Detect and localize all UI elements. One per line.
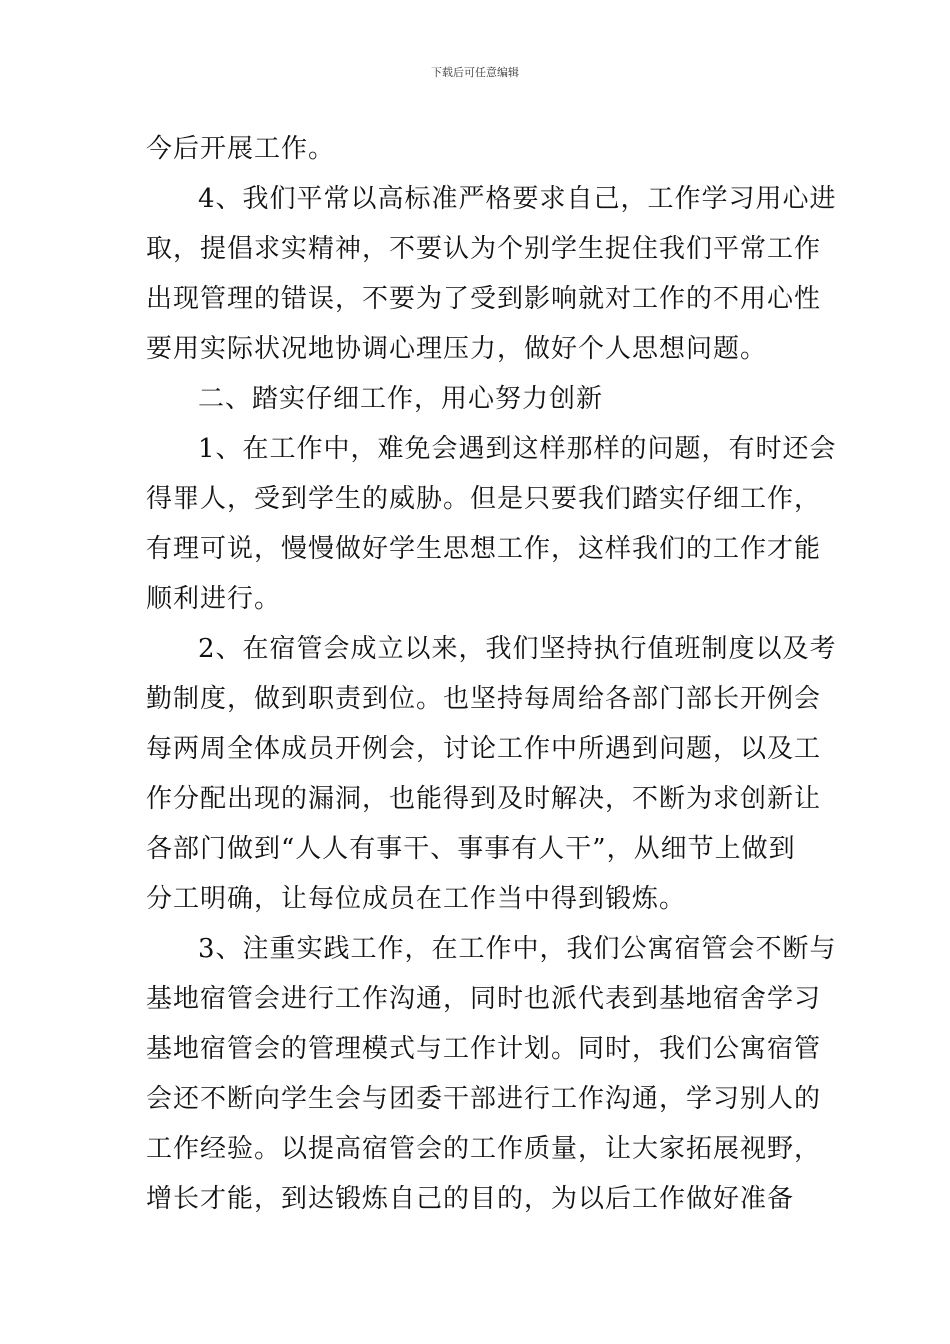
- paragraph-line: 每两周全体成员开例会，讨论工作中所遇到问题，以及工: [146, 734, 822, 764]
- paragraph-line: 会还不断向学生会与团委干部进行工作沟通，学习别人的: [146, 1084, 822, 1114]
- paragraph-line: 各部门做到“人人有事干、事事有人干”，从细节上做到: [146, 834, 796, 864]
- paragraph-line: 1、在工作中，难免会遇到这样那样的问题，有时还会: [198, 434, 837, 464]
- paragraph-line: 有理可说，慢慢做好学生思想工作，这样我们的工作才能: [146, 534, 822, 564]
- paragraph-line: 作分配出现的漏洞，也能得到及时解决，不断为求创新让: [146, 784, 822, 814]
- document-body: [146, 124, 837, 1224]
- paragraph-line: 得罪人，受到学生的威胁。但是只要我们踏实仔细工作，: [146, 484, 822, 514]
- paragraph-line: 顺利进行。: [146, 584, 282, 614]
- paragraph-line: 基地宿管会的管理模式与工作计划。同时，我们公寓宿管: [146, 1034, 822, 1064]
- page-header: 下载后可任意编辑: [431, 66, 519, 79]
- paragraph-line: 基地宿管会进行工作沟通，同时也派代表到基地宿舍学习: [146, 984, 822, 1014]
- paragraph-line: 分工明确，让每位成员在工作当中得到锻炼。: [146, 884, 687, 914]
- paragraph-line: 增长才能，到达锻炼自己的目的，为以后工作做好准备: [146, 1184, 795, 1214]
- paragraph-line: 取，提倡求实精神，不要认为个别学生捉住我们平常工作: [146, 234, 822, 264]
- paragraph-line: 4、我们平常以高标准严格要求自己，工作学习用心进: [198, 184, 837, 214]
- paragraph-line: 出现管理的错误，不要为了受到影响就对工作的不用心性: [146, 284, 822, 314]
- paragraph-line: 3、注重实践工作，在工作中，我们公寓宿管会不断与: [198, 934, 837, 964]
- paragraph-line: 工作经验。以提高宿管会的工作质量，让大家拓展视野，: [146, 1134, 822, 1164]
- paragraph-line: 今后开展工作。: [146, 134, 336, 164]
- section-heading: 二、踏实仔细工作，用心努力创新: [198, 384, 604, 414]
- paragraph-line: 要用实际状况地协调心理压力，做好个人思想问题。: [146, 334, 768, 364]
- paragraph-line: 勤制度，做到职责到位。也坚持每周给各部门部长开例会: [146, 684, 822, 714]
- paragraph-line: 2、在宿管会成立以来，我们坚持执行值班制度以及考: [198, 634, 837, 664]
